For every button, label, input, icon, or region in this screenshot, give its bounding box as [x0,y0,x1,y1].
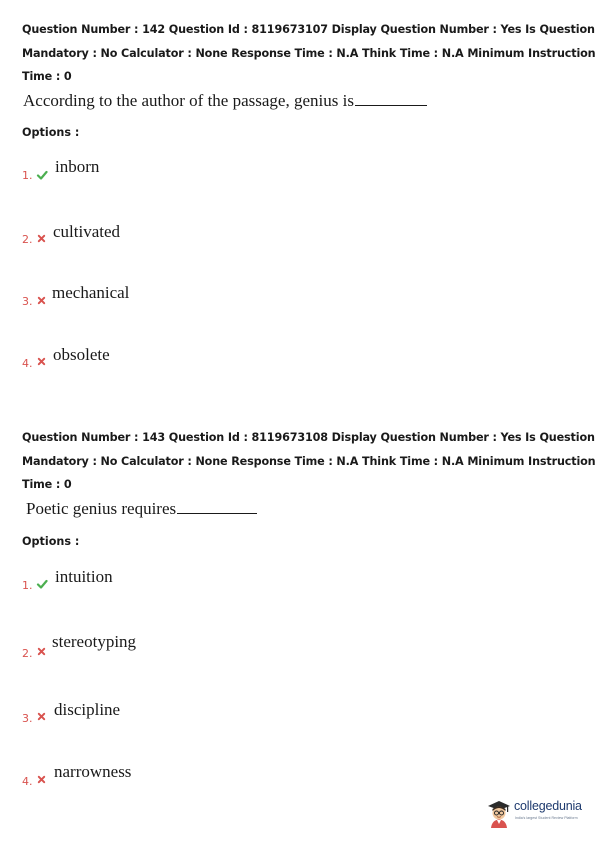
cross-icon [37,647,46,656]
answer-blank [355,91,427,106]
meta-line: Time : 0 [22,478,72,491]
option-number: 3. [22,712,33,725]
option-text: mechanical [52,283,130,302]
option-number: 4. [22,357,33,370]
question-text: Poetic genius requires [26,499,177,518]
option-text: obsolete [53,345,110,364]
options-label: Options : [22,126,80,139]
question-143-text [26,499,257,519]
question-text: According to the author of the passage, genius is [23,91,354,110]
cross-icon [37,712,46,721]
cross-icon [37,296,46,305]
meta-line: Mandatory : No Calculator : None Response Time : N.A Think Time : N.A Minimum Instruction [22,46,595,60]
option-number: 2. [22,647,33,660]
question-142-meta [22,18,595,89]
option-text: discipline [54,700,121,719]
answer-blank [177,499,257,514]
logo-text: collegedunia [514,799,582,813]
meta-line: Question Number : 143 Question Id : 8119673108 Display Question Number : Yes Is Question [22,431,595,444]
cross-icon [37,775,46,784]
option-text: narrowness [54,762,132,781]
option-number: 2. [22,233,33,246]
student-mascot-icon [486,797,512,829]
meta-line: Question Number : 142 Question Id : 8119673107 Display Question Number : Yes Is Question [22,23,595,36]
cross-icon [37,234,46,243]
question-142-text [23,91,427,111]
option-number: 3. [22,295,33,308]
option-text: intuition [55,567,113,586]
question-143-meta [22,426,595,497]
option-number: 1. [22,579,33,592]
collegedunia-logo [486,795,590,831]
option-text: stereotyping [52,632,137,651]
check-icon [36,578,48,590]
option-text: cultivated [53,222,121,241]
meta-line: Time : 0 [22,70,72,83]
cross-icon [37,357,46,366]
option-number: 4. [22,775,33,788]
logo-tagline: India's largest Student Review Platform [515,816,578,820]
meta-line: Mandatory : No Calculator : None Response Time : N.A Think Time : N.A Minimum Instruction [22,454,595,468]
option-text: inborn [55,157,100,176]
option-number: 1. [22,169,33,182]
options-label: Options : [22,535,80,548]
check-icon [36,169,48,181]
